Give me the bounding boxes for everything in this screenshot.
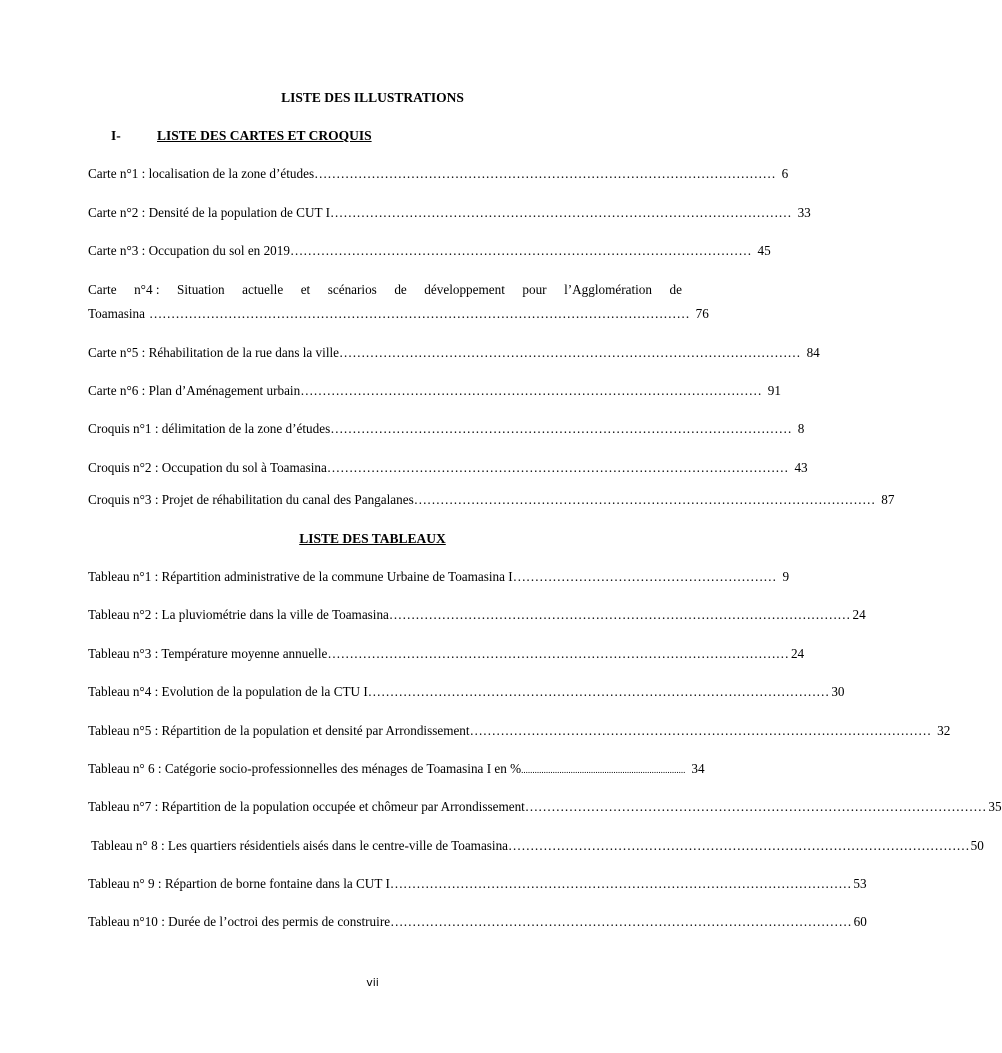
item-label: Tableau n° 6 : Catégorie socio-professionnelles des ménages de Toamasina I en % [88,761,522,776]
leader-dots: …………………………………………………………………………………………… [339,345,801,360]
item-label: Tableau n° 9 : Répartion de borne fontaine dans la CUT I [88,876,390,891]
list-item-croquis-1[interactable] [88,421,805,439]
list-item-tableau-9[interactable] [88,876,867,894]
word: scénarios [327,282,377,297]
item-label: Carte n°1 : localisation de la zone d’études [88,166,315,181]
leader-dots: …………………………………………………………………………………………… [314,166,776,181]
leader-dots: …………………………………………………………………………………………… [469,723,932,738]
section-heading-cartes: LISTE DES CARTES ET CROQUIS [157,128,372,143]
word: n°4 : [134,282,160,297]
item-label: Carte n°2 : Densité de la population de CUT I [88,205,330,220]
item-page: 6 [781,166,789,181]
list-item-carte-4-line1[interactable] [88,282,682,298]
item-label: Carte n°3 : Occupation du sol en 2019 [88,243,290,258]
leader-dots: …………………………………………………… [512,569,777,584]
word: de [394,282,407,297]
leader-dots: …………………………………………………………………………………………… [289,243,752,258]
item-page: 45 [757,243,771,258]
word: développement [424,282,505,297]
item-label: Tableau n°2 : La pluviométrie dans la ville de Toamasina [88,607,389,622]
leader-dots: …………………………………………………………………………………………… [367,684,830,699]
item-page: 76 [695,306,709,321]
list-item-tableau-7[interactable] [88,799,1002,817]
word: Carte [88,282,117,297]
list-item-tableau-1[interactable] [88,569,790,587]
section-number: I- [111,128,121,143]
list-item-croquis-3[interactable] [88,492,895,510]
word: pour [522,282,547,297]
item-page: 53 [853,876,867,891]
item-label: Croquis n°1 : délimitation de la zone d’études [88,421,331,436]
list-item-tableau-3[interactable] [88,646,805,664]
section-heading-tableaux: LISTE DES TABLEAUX [299,531,446,546]
item-label: Croquis n°3 : Projet de réhabilitation du canal des Pangalanes [88,492,414,507]
word: de [669,282,682,297]
item-page: 24 [790,646,805,661]
leader-dots: …………………………………………………………………………………………… [508,838,970,853]
item-label: Tableau n°10 : Durée de l’octroi des permis de construire [88,914,391,929]
item-label: Carte n°5 : Réhabilitation de la rue dans la ville [88,345,340,360]
item-page: 30 [831,684,845,699]
leader-dots: …………………………………………………………………………………………… [524,799,987,814]
list-item-tableau-8[interactable] [88,838,984,856]
list-item-carte-3[interactable] [88,243,771,261]
leader-dots: …………………………………………………………………………………………… [327,646,789,661]
list-item-carte-1[interactable] [88,166,789,184]
item-page: 50 [970,838,984,853]
item-page: 34 [691,761,705,776]
list-item-carte-6[interactable] [88,383,781,401]
word: Situation [177,282,225,297]
page-title: LISTE DES ILLUSTRATIONS [281,90,464,105]
leader-dots: …………………………………………………………………………………………… [330,421,792,436]
leader-dots: …………………………………………………………………………………………… [330,205,792,220]
list-item-tableau-6[interactable] [88,761,705,779]
item-label: Tableau n°7 : Répartition de la population occupée et chômeur par Arrondissement [88,799,525,814]
item-page: 84 [806,345,820,360]
list-item-tableau-5[interactable] [88,723,951,741]
leader-dots: …………………………………………………………………………………………………………… [148,306,690,321]
item-page: 43 [794,460,808,475]
word: l’Agglomération [564,282,652,297]
leader-dots: …………………………………………………………………………………………… [413,492,876,507]
word: actuelle [242,282,284,297]
list-item-carte-4-line2[interactable] [88,306,709,324]
item-label: Tableau n°3 : Température moyenne annuelle [88,646,328,661]
leader-dots: ......................................................................... [521,765,686,775]
item-page: 24 [852,607,866,622]
page-number: vii [366,976,379,989]
leader-dots: …………………………………………………………………………………………… [300,383,762,398]
list-item-carte-2[interactable] [88,205,811,223]
item-page: 32 [937,723,951,738]
item-page: 9 [782,569,790,584]
item-page: 35 [988,799,1002,814]
item-label: Toamasina [88,306,145,321]
item-page: 33 [797,205,811,220]
item-label: Tableau n°1 : Répartition administrative de la commune Urbaine de Toamasina I [88,569,513,584]
list-item-tableau-10[interactable] [88,914,867,932]
leader-dots: …………………………………………………………………………………………… [326,460,789,475]
leader-dots: …………………………………………………………………………………………… [388,607,851,622]
list-item-croquis-2[interactable] [88,460,808,478]
item-label: Croquis n°2 : Occupation du sol à Toamasina [88,460,327,475]
leader-dots: …………………………………………………………………………………………… [390,914,852,929]
item-page: 91 [767,383,781,398]
list-item-tableau-2[interactable] [88,607,866,625]
list-item-tableau-4[interactable] [88,684,845,702]
item-page: 60 [853,914,867,929]
leader-dots: …………………………………………………………………………………………… [389,876,852,891]
item-page: 8 [797,421,805,436]
list-item-carte-5[interactable] [88,345,820,363]
item-label: Tableau n°5 : Répartition de la population et densité par Arrondissement [88,723,470,738]
word: et [300,282,311,297]
item-label: Tableau n°4 : Evolution de la population de la CTU I [88,684,368,699]
item-label: Carte n°6 : Plan d’Aménagement urbain [88,383,301,398]
item-page: 87 [881,492,895,507]
item-label: Tableau n° 8 : Les quartiers résidentiels aisés dans le centre-ville de Toamasina [88,838,509,853]
